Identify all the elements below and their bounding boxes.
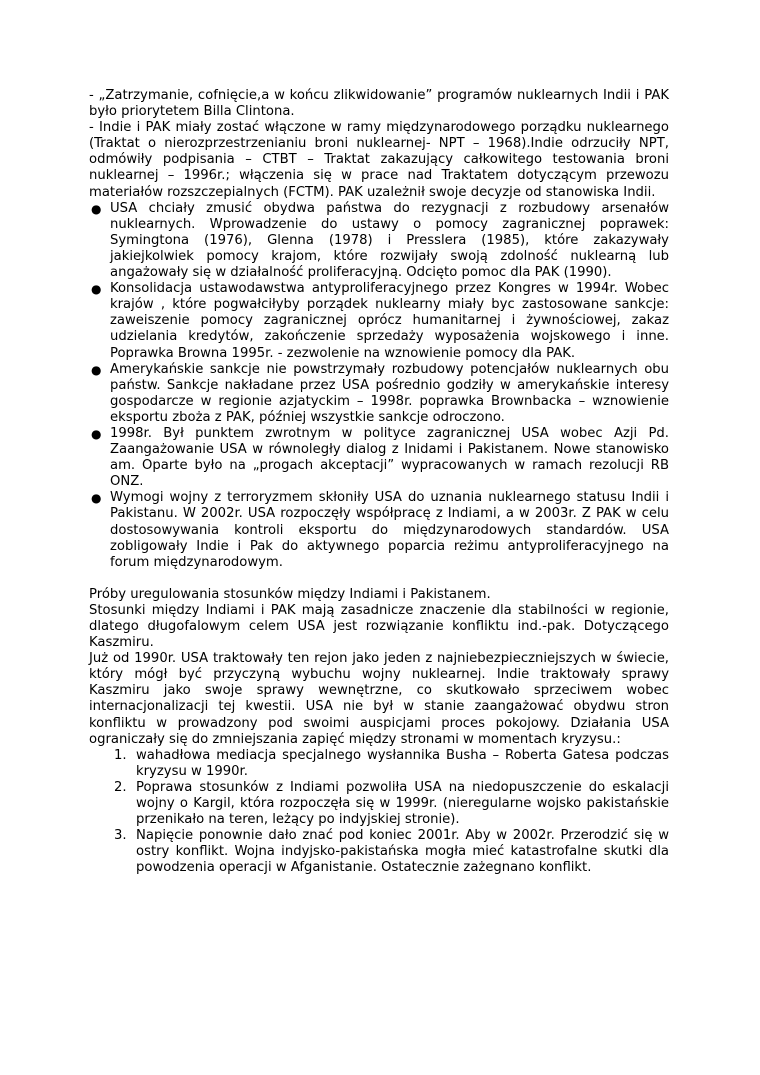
bullet-icon: ● — [91, 491, 102, 506]
item-text: Napięcie ponownie dało znać pod koniec 2001r. Aby w 2002r. Przerodzić się w ostry konflikt. Wojna indyjsko-pakistańska mogła mieć katastrofalne skutki dla powodzenia operacji w Afganistanie. Ostatecznie zażegnano konflikt. — [136, 828, 669, 876]
list-item — [114, 780, 669, 828]
item-text: wahadłowa mediacja specjalnego wysłannika Busha – Roberta Gatesa podczas kryzysu w 1990r. — [136, 747, 669, 779]
body-paragraph-1: Stosunki między Indiami i PAK mają zasadnicze znaczenie dla stabilności w regionie, dlatego długofalowym celem USA jest rozwiązanie konfliktu ind.-pak. Dotyczącego Kaszmiru. — [89, 602, 669, 651]
bullet-icon: ● — [91, 201, 102, 216]
item-number: 2. — [114, 779, 127, 795]
item-number: 1. — [114, 747, 127, 763]
intro-paragraph-2: - Indie i PAK miały zostać włączone w ramy międzynarodowego porządku nuklearnego (Traktat o nierozprzestrzenianiu broni nuklearnej- NPT – 1968).Indie odrzuciły NPT, odmówiły podpisania – CTBT – Traktat zakazujący całkowitego testowania broni nuklearnej – 1996r.; włączenia się w prace nad Traktatem dotyczącym przewozu materiałów rozszczepialnych (FCTM). PAK uzależnił swoje decyzje od stanowiska Indii. — [89, 120, 669, 200]
list-item — [89, 426, 669, 490]
intro-paragraph-1: - „Zatrzymanie, cofnięcie,a w końcu zlikwidowanie” programów nuklearnych Indii i PAK było priorytetem Billa Clintona. — [89, 88, 669, 120]
bullet-text: Wymogi wojny z terroryzmem skłoniły USA do uznania nuklearnego statusu Indii i Pakistanu. W 2002r. USA rozpoczęły współpracę z Indiami, a w 2003r. Z PAK w celu dostosowywania kontroli eksportu do międzynarodowych standardów. USA zobligowały Indie i Pak do aktywnego poparcia reżimu antyproliferacyjnego na forum międzynarodowym. — [110, 490, 669, 570]
list-item — [89, 490, 669, 570]
item-text: Poprawa stosunków z Indiami pozwoliła USA na niedopuszczenie do eskalacji wojny o Kargil, która rozpoczęła się w 1999r. (nieregularne wojsko pakistańskie przenikało na teren, leżący po indyjskiej stronie). — [136, 779, 669, 828]
list-item — [114, 748, 669, 780]
bullet-text: Konsolidacja ustawodawstwa antyproliferacyjnego przez Kongres w 1994r. Wobec krajów , które pogwałciłyby porządek nuklearny miały byc zastosowane sankcje: zaweiszenie pomocy zagranicznej oprócz humanitarnej i żywnościowej, zakaz udzielania kredytów, zakończenie sprzedaży wyposażenia wojskowego i inne. Poprawka Browna 1995r. - zezwolenie na wznowienie pomocy dla PAK. — [110, 281, 669, 361]
section-title: Próby uregulowania stosunków między Indiami i Pakistanem. — [89, 586, 491, 602]
spacer — [89, 571, 669, 587]
bullet-text: Amerykańskie sankcje nie powstrzymały rozbudowy potencjałów nuklearnych obu państw. Sankcje nakładane przez USA pośrednio godziły w amerykańskie interesy gospodarcze w regionie azjatyckim – 1998r. poprawka Brownbacka – wznowienie eksportu zboża z PAK, później wszystkie sankcje odroczono. — [110, 361, 669, 425]
bullet-icon: ● — [91, 426, 102, 441]
bullet-text: 1998r. Był punktem zwrotnym w polityce zagranicznej USA wobec Azji Pd. Zaangażowanie USA w równoległy dialog z Inidami i Pakistanem. Nowe stanowisko am. Oparte było na „progach akceptacji” wypracowanych w ramach rezolucji RB ONZ. — [110, 425, 669, 490]
body-paragraph-2: Już od 1990r. USA traktowały ten rejon jako jeden z najniebezpieczniejszych w świecie, który mógł być przyczyną wybuchu wojny nuklearnej. Indie traktowały sprawy Kaszmiru jako swoje sprawy wewnętrzne, co skutkowało sprzeciwem wobec internacjonalizacji tej kwestii. USA nie był w stanie zaangażować obydwu stron konfliktu w prowadzony pod swoimi auspicjami proces pokojowy. Działania USA ograniczały się do zmniejszania zapięć między stronami w momentach kryzysu.: — [89, 651, 669, 747]
list-item — [114, 828, 669, 876]
bullet-icon: ● — [91, 282, 102, 297]
bullet-list — [89, 201, 669, 571]
bullet-icon: ● — [91, 362, 102, 377]
list-item — [89, 281, 669, 361]
list-item — [89, 201, 669, 281]
item-number: 3. — [114, 828, 127, 844]
numbered-list — [89, 748, 669, 877]
document-page — [89, 88, 669, 877]
bullet-text: USA chciały zmusić obydwa państwa do rezygnacji z rozbudowy arsenałów nuklearnych. Wprowadzenie do ustawy o pomocy zagranicznej poprawek: Symingtona (1976), Glenna (1978) i Presslera (1985), które zakazywały jakiejkolwiek pomocy krajom, które rozwijały swoją zdolność nuklearną lub angażowały się w działalność proliferacyjną. Odcięto pomoc dla PAK (1990). — [110, 200, 669, 281]
list-item — [89, 362, 669, 426]
